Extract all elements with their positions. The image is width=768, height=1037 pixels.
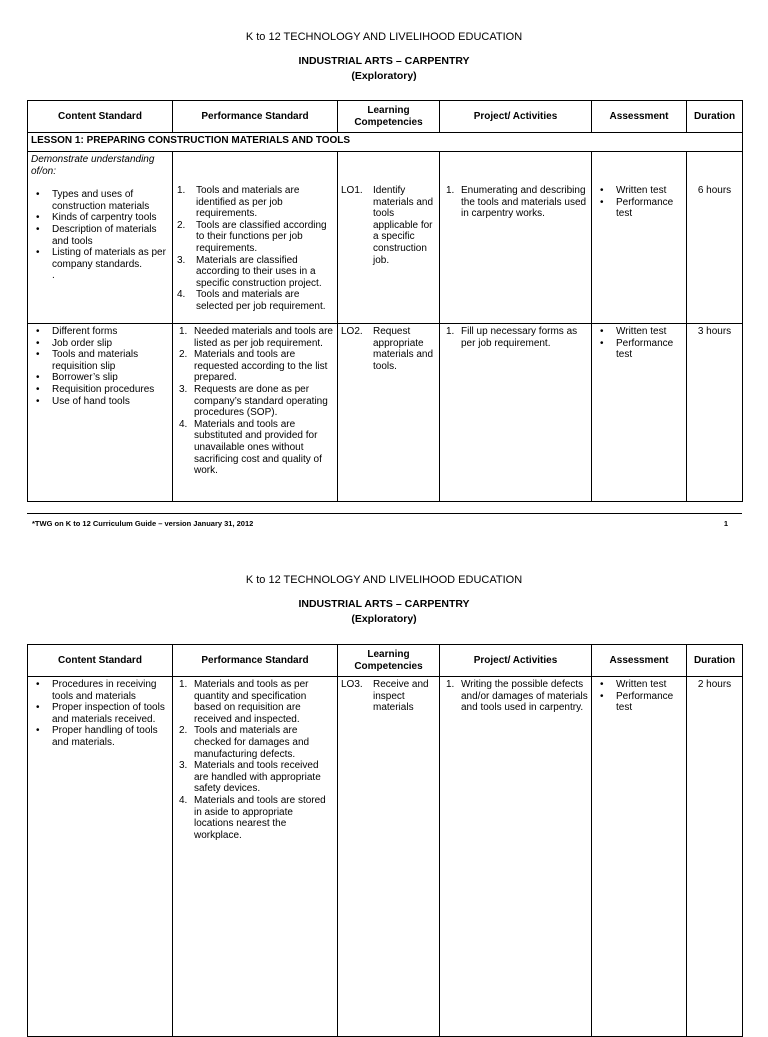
- lesson-title-row: [28, 133, 743, 152]
- list-item: • Use of hand tools: [52, 396, 169, 408]
- assessment-list: [595, 185, 683, 220]
- lo-code: LO1.: [341, 185, 363, 196]
- project-activities-cell: [440, 152, 592, 324]
- lo-text: Request appropriate materials and tools.: [373, 326, 434, 372]
- project-activities-cell: [440, 324, 592, 502]
- list-item: [179, 349, 334, 384]
- item-text: Materials and tools received are handled with appropriate safety devices.: [194, 760, 321, 795]
- column-header-duration: Duration: [687, 645, 743, 677]
- item-text: Tools and materials are identified as per job requirements.: [196, 185, 300, 220]
- item-text: Materials and tools are substituted and provided for unavailable ones without sacrificing cost and quality of work.: [194, 418, 322, 477]
- column-header-learning-competencies: Learning Competencies: [338, 101, 440, 133]
- list-item: • Description of materials and tools: [52, 224, 169, 247]
- list-item: [179, 725, 334, 760]
- item-number: 1.: [179, 679, 188, 690]
- duration-cell: [687, 324, 743, 502]
- list-item: [177, 219, 334, 255]
- list-item: • Performance test: [616, 197, 683, 220]
- content-standard-cell: [28, 152, 173, 324]
- item-text: Materials and tools are requested according to the list prepared.: [194, 349, 328, 384]
- item-text: Needed materials and tools are listed as per job requirement.: [194, 326, 333, 349]
- column-header-performance-standard: Performance Standard: [173, 645, 338, 677]
- item-text: Materials are classified according to their uses in a specific construction project.: [196, 254, 322, 289]
- list-item: [446, 185, 588, 220]
- item-text: Tools and materials are selected per job requirement.: [196, 289, 326, 312]
- footer-rule: [27, 513, 742, 514]
- item-text: Enumerating and describing the tools and materials used in carpentry works.: [461, 185, 587, 220]
- document-page-2: [0, 555, 768, 1024]
- document-subtitle: INDUSTRIAL ARTS – CARPENTRY: [298, 55, 470, 67]
- item-number: 2.: [179, 725, 188, 737]
- project-list: [443, 679, 588, 714]
- content-standard-cell: [28, 324, 173, 502]
- content-standard-cell: [28, 677, 173, 1037]
- performance-standard-cell: [173, 677, 338, 1037]
- list-item: • Written test: [616, 679, 683, 691]
- list-item: • Types and uses of construction materials: [52, 189, 169, 212]
- assessment-list: [595, 326, 683, 361]
- list-item: • Job order slip: [52, 338, 169, 350]
- duration-value: 6 hours: [697, 185, 732, 196]
- item-text: Writing the possible defects and/or damages of materials and tools used in carpentry.: [461, 679, 588, 714]
- list-item: [179, 679, 334, 725]
- project-list: [443, 185, 588, 220]
- item-number: 1.: [446, 679, 455, 690]
- list-item: • Tools and materials requisition slip: [52, 349, 169, 372]
- list-item: • Proper inspection of tools and materials received.: [52, 702, 169, 725]
- item-text: Materials and tools as per quantity and specification based on requisition are received and inspected.: [194, 679, 309, 725]
- lo-text: Identify materials and tools applicable for a specific construction job.: [373, 185, 434, 266]
- item-text: Tools are classified according to their functions per job requirements.: [196, 219, 327, 254]
- list-item: [446, 679, 588, 714]
- content-intro: Demonstrate understanding of/on:: [31, 154, 155, 177]
- column-header-content-standard: Content Standard: [28, 101, 173, 133]
- item-number: 1.: [446, 185, 455, 196]
- document-level: (Exploratory): [351, 70, 417, 82]
- item-number: 2.: [177, 219, 186, 231]
- document-level: (Exploratory): [351, 613, 417, 625]
- table-header-row: [28, 645, 743, 677]
- performance-standard-cell: [173, 152, 338, 324]
- performance-list: [176, 326, 334, 477]
- item-text: Tools and materials are checked for damages and manufacturing defects.: [194, 725, 310, 760]
- list-item: [179, 383, 334, 419]
- duration-value: 2 hours: [697, 679, 732, 690]
- column-header-performance-standard: Performance Standard: [173, 101, 338, 133]
- item-number: 4.: [179, 794, 188, 806]
- list-item: [179, 326, 334, 349]
- assessment-list: [595, 679, 683, 714]
- item-number: 3.: [179, 383, 188, 395]
- list-item: • Proper handling of tools and materials.: [52, 725, 169, 748]
- list-item: [177, 185, 334, 220]
- table-row: [28, 152, 743, 324]
- list-item: [446, 326, 588, 349]
- item-number: 3.: [177, 254, 186, 266]
- assessment-cell: [592, 677, 687, 1037]
- learning-outcome: [341, 185, 436, 266]
- content-list: [31, 189, 169, 270]
- performance-standard-cell: [173, 324, 338, 502]
- column-header-content-standard: Content Standard: [28, 645, 173, 677]
- item-text: Fill up necessary forms as per job requirement.: [461, 326, 578, 349]
- table-row: [28, 324, 743, 502]
- project-activities-cell: [440, 677, 592, 1037]
- column-header-duration: Duration: [687, 101, 743, 133]
- list-item: [179, 418, 334, 477]
- page-number: 1: [723, 519, 728, 528]
- list-item: • Kinds of carpentry tools: [52, 212, 169, 224]
- lo-code: LO2.: [341, 326, 363, 337]
- lesson-1-title: LESSON 1: PREPARING CONSTRUCTION MATERIALS AND TOOLS: [28, 133, 743, 152]
- content-list: [31, 326, 169, 407]
- column-header-learning-competencies: Learning Competencies: [338, 645, 440, 677]
- column-header-project-activities: Project/ Activities: [440, 101, 592, 133]
- item-text: Materials and tools are stored in aside to appropriate locations nearest the workplace.: [194, 794, 326, 841]
- list-item: • Performance test: [616, 691, 683, 714]
- list-item: • Borrower’s slip: [52, 372, 169, 384]
- learning-competency-cell: [338, 677, 440, 1037]
- list-item: [177, 254, 334, 290]
- learning-competency-cell: [338, 152, 440, 324]
- item-number: 1.: [446, 326, 455, 337]
- footer-text: *TWG on K to 12 Curriculum Guide – version January 31, 2012: [32, 519, 254, 528]
- column-header-assessment: Assessment: [592, 645, 687, 677]
- list-item: [177, 289, 334, 312]
- list-item: [179, 760, 334, 795]
- document-title: K to 12 TECHNOLOGY AND LIVELIHOOD EDUCATION: [245, 574, 523, 586]
- content-list: [31, 679, 169, 749]
- column-header-assessment: Assessment: [592, 101, 687, 133]
- column-header-project-activities: Project/ Activities: [440, 645, 592, 677]
- item-number: 3.: [179, 760, 188, 772]
- item-number: 2.: [179, 349, 188, 361]
- table-header-row: [28, 101, 743, 133]
- table-row: [28, 677, 743, 1037]
- duration-value: 3 hours: [697, 326, 732, 337]
- item-number: 1.: [179, 326, 188, 337]
- page-gap: [0, 545, 768, 555]
- performance-list: [176, 679, 334, 841]
- curriculum-table-page-1: [27, 100, 743, 502]
- duration-cell: [687, 677, 743, 1037]
- lo-code: LO3.: [341, 679, 363, 690]
- learning-outcome: [341, 679, 436, 714]
- list-item: • Written test: [616, 326, 683, 338]
- list-item: • Procedures in receiving tools and materials: [52, 679, 169, 702]
- item-number: 4.: [179, 418, 188, 430]
- document-title: K to 12 TECHNOLOGY AND LIVELIHOOD EDUCATION: [245, 31, 523, 43]
- item-number: 4.: [177, 289, 186, 301]
- list-item: • Performance test: [616, 338, 683, 361]
- content-trailing-mark: .: [52, 270, 55, 282]
- project-list: [443, 326, 588, 349]
- assessment-cell: [592, 324, 687, 502]
- item-text: Requests are done as per company’s standard operating procedures (SOP).: [194, 383, 328, 419]
- learning-competency-cell: [338, 324, 440, 502]
- document-subtitle: INDUSTRIAL ARTS – CARPENTRY: [298, 598, 470, 610]
- list-item: • Written test: [616, 185, 683, 197]
- item-number: 1.: [177, 185, 186, 196]
- list-item: [179, 794, 334, 841]
- list-item: • Listing of materials as per company standards.: [52, 247, 169, 270]
- duration-cell: [687, 152, 743, 324]
- lo-text: Receive and inspect materials: [373, 679, 429, 714]
- curriculum-table-page-2: [27, 644, 743, 1037]
- assessment-cell: [592, 152, 687, 324]
- learning-outcome: [341, 326, 436, 372]
- list-item: • Requisition procedures: [52, 384, 169, 396]
- list-item: • Different forms: [52, 326, 169, 338]
- performance-list: [176, 185, 334, 313]
